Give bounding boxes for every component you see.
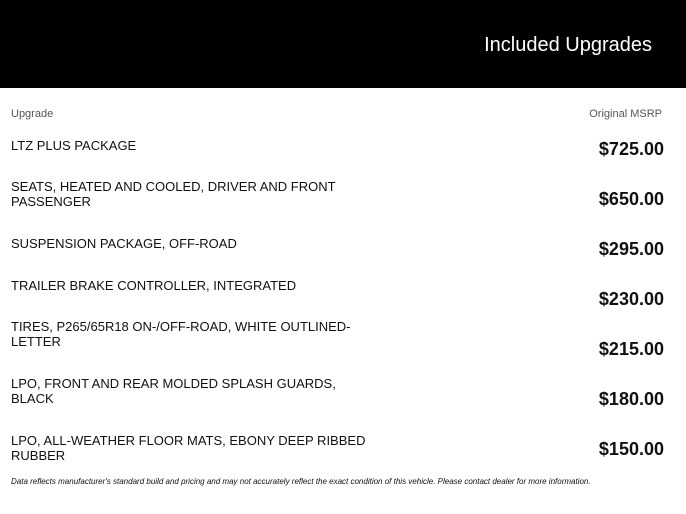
upgrade-price: $230.00 [598,289,664,309]
upgrade-price: $650.00 [598,189,664,209]
upgrade-name: TRAILER BRAKE CONTROLLER, INTEGRATED [11,278,297,293]
upgrade-row [11,376,664,420]
upgrade-name: SUSPENSION PACKAGE, OFF-ROAD [11,236,237,251]
upgrade-name: TIRES, P265/65R18 ON-/OFF-ROAD, WHITE OUTLINED-LETTER [11,319,351,349]
upgrade-name: LPO, ALL-WEATHER FLOOR MATS, EBONY DEEP RIBBED RUBBER [11,433,366,463]
upgrade-price: $295.00 [598,239,664,259]
column-header-upgrade: Upgrade [11,108,54,120]
column-header-msrp: Original MSRP [589,108,662,120]
upgrade-price: $725.00 [598,139,664,159]
upgrade-row [11,319,664,363]
upgrade-name: LTZ PLUS PACKAGE [11,138,137,153]
header-bar [0,0,686,88]
disclaimer-text: Data reflects manufacturer's standard build and pricing and may not accurately reflect the exact condition of this vehicle. Please contact dealer for more information. [11,477,591,486]
upgrade-price: $180.00 [598,389,664,409]
page-title: Included Upgrades [484,34,652,56]
upgrade-row [11,179,664,223]
upgrade-row [11,278,664,322]
upgrade-row [11,138,664,182]
upgrade-price: $150.00 [598,439,664,459]
upgrade-name: LPO, FRONT AND REAR MOLDED SPLASH GUARDS, BLACK [11,376,336,406]
upgrade-row [11,236,664,280]
upgrade-price: $215.00 [598,339,664,359]
upgrade-name: SEATS, HEATED AND COOLED, DRIVER AND FRONT PASSENGER [11,179,336,209]
upgrade-row [11,433,664,477]
